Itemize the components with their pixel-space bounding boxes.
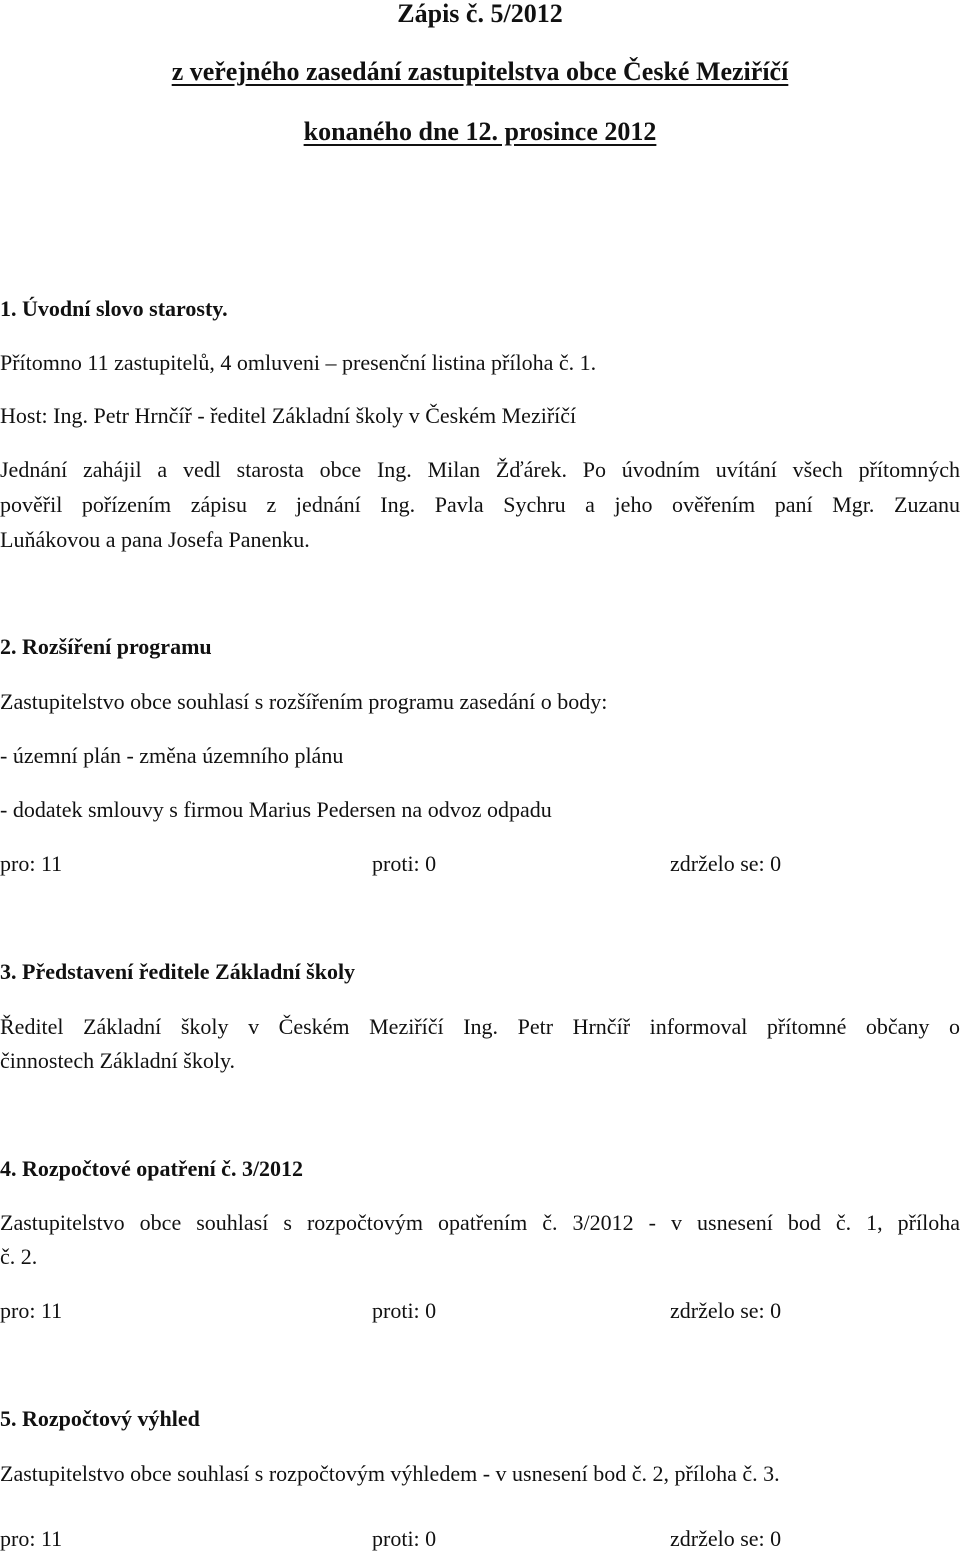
section-1-attendance: Přítomno 11 zastupitelů, 4 omluveni – presenční listina příloha č. 1. [0, 350, 597, 375]
document-title: Zápis č. 5/2012 [397, 0, 563, 28]
section-4-heading: 4. Rozpočtové opatření č. 3/2012 [0, 1156, 304, 1181]
section-2-item: - dodatek smlouvy s firmou Marius Pedersen na odvoz odpadu [0, 797, 552, 822]
section-3-heading: 3. Představení ředitele Základní školy [0, 959, 356, 984]
section-3-paragraph-line: činnostech Základní školy. [0, 1048, 236, 1073]
section-1-paragraph-line: Luňákovou a pana Josefa Panenku. [0, 527, 310, 552]
section-4-vote [0, 1296, 960, 1326]
section-5-vote [0, 1524, 960, 1554]
section-2-heading: 2. Rozšíření programu [0, 634, 212, 659]
section-5-paragraph-line: Zastupitelstvo obce souhlasí s rozpočtovým výhledem - v usnesení bod č. 2, příloha č. 3. [0, 1461, 780, 1486]
document-subtitle: z veřejného zasedání zastupitelstva obce České Meziříčí [171, 57, 789, 86]
section-1-paragraph-line: Jednání zahájil a vedl starosta obce Ing. Milan Žďárek. Po úvodním uvítání všech přítomných [0, 457, 960, 482]
vote-pro: pro: 11 [0, 1526, 63, 1551]
vote-pro: pro: 11 [0, 851, 63, 876]
section-5-heading: 5. Rozpočtový výhled [0, 1406, 200, 1431]
document-date-line: konaného dne 12. prosince 2012 [303, 117, 657, 146]
section-4-paragraph-line: č. 2. [0, 1244, 38, 1269]
vote-zdrzelo: zdrželo se: 0 [670, 1526, 782, 1551]
vote-zdrzelo: zdrželo se: 0 [670, 1298, 782, 1323]
section-2-intro: Zastupitelstvo obce souhlasí s rozšířením programu zasedání o body: [0, 689, 608, 714]
vote-proti: proti: 0 [372, 1298, 437, 1323]
vote-proti: proti: 0 [372, 1526, 437, 1551]
section-3-paragraph-line: Ředitel Základní školy v Českém Meziříčí Ing. Petr Hrnčíř informoval přítomné občany o [0, 1014, 960, 1039]
section-1-heading: 1. Úvodní slovo starosty. [0, 296, 228, 321]
section-1-paragraph-line: pověřil pořízením zápisu z jednání Ing. Pavla Sychru a jeho ověřením paní Mgr. Zuzanu [0, 492, 960, 517]
vote-proti: proti: 0 [372, 851, 437, 876]
vote-pro: pro: 11 [0, 1298, 63, 1323]
section-4-paragraph-line: Zastupitelstvo obce souhlasí s rozpočtovým opatřením č. 3/2012 - v usnesení bod č. 1, příloha [0, 1210, 960, 1235]
section-2-item: - územní plán - změna územního plánu [0, 743, 344, 768]
section-2-vote [0, 849, 960, 879]
vote-zdrzelo: zdrželo se: 0 [670, 851, 782, 876]
section-1-guest: Host: Ing. Petr Hrnčíř - ředitel Základní školy v Českém Meziříčí [0, 403, 577, 428]
